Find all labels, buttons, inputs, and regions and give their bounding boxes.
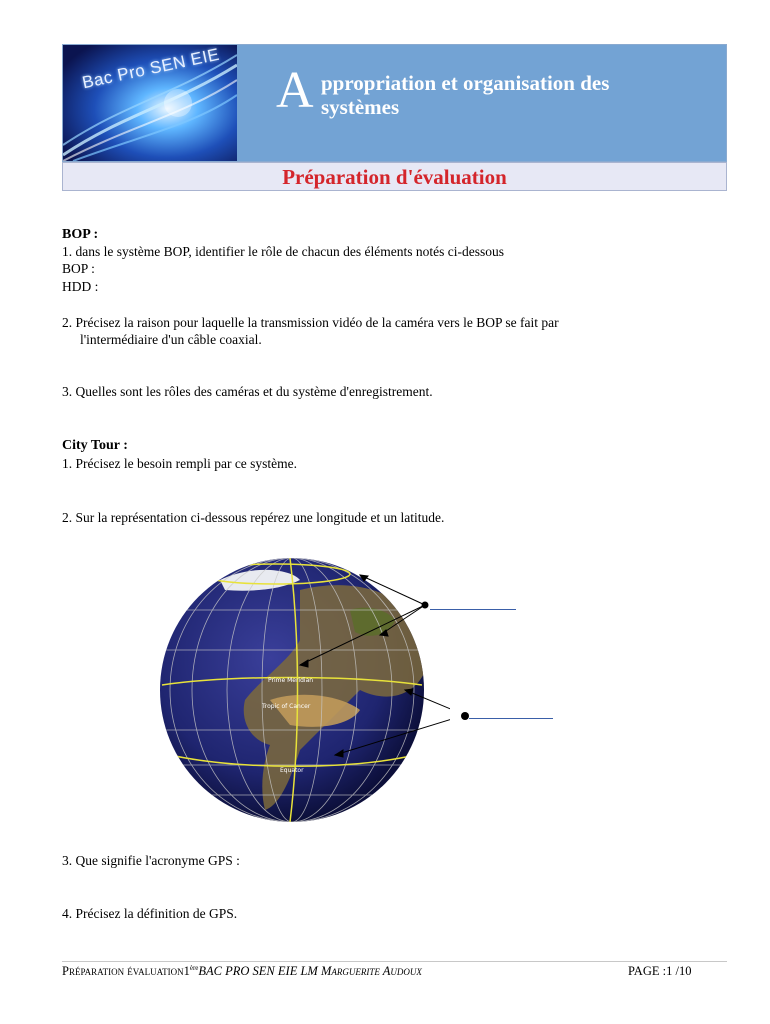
- logo-text: Bac Pro SEN EIE: [80, 45, 222, 93]
- city-tour-question-2: 2. Sur la représentation ci-dessous repérez une longitude et un latitude.: [62, 510, 445, 525]
- footer-left: [62, 964, 422, 979]
- bop-question-1: 1. dans le système BOP, identifier le rôle de chacun des éléments notés ci-dessous: [62, 244, 505, 259]
- bop-question-2: 2. Précisez la raison pour laquelle la transmission vidéo de la caméra vers le BOP se fait par: [62, 315, 559, 330]
- globe-label-equator: Equator: [280, 767, 304, 774]
- subtitle-bar: [62, 162, 727, 191]
- bop-heading: BOP :: [62, 227, 99, 242]
- footer-sup: ère: [189, 964, 199, 972]
- footer-doc-title: Préparation évaluation1: [62, 964, 190, 979]
- hdd-label: HDD :: [62, 279, 99, 294]
- pointer-dot-1: [422, 602, 428, 608]
- subtitle: Préparation d'évaluation: [282, 165, 507, 189]
- bop-question-3: 3. Quelles sont les rôles des caméras et du système d'enregistrement.: [62, 384, 433, 399]
- globe-label-meridian: Prime Meridian: [268, 677, 314, 684]
- bac-pro-logo: [63, 45, 237, 161]
- city-tour-question-3: 3. Que signifie l'acronyme GPS :: [62, 853, 240, 868]
- page-number: PAGE :1 /10: [628, 964, 692, 978]
- title-initial: A: [276, 62, 314, 119]
- footer-school: Marguerite Audoux: [320, 964, 422, 979]
- answer-line-1[interactable]: [430, 609, 516, 610]
- city-tour-question-1: 1. Précisez le besoin rempli par ce système.: [62, 456, 298, 471]
- pointer-dot-2: [461, 712, 469, 720]
- answer-line-2[interactable]: [469, 718, 553, 719]
- bop-label: BOP :: [62, 261, 95, 276]
- city-tour-question-4: 4. Précisez la définition de GPS.: [62, 906, 238, 921]
- title-line-2: systèmes: [321, 95, 400, 119]
- globe-image: [150, 550, 450, 840]
- document-header: [62, 44, 727, 162]
- bop-question-2-cont: l'intermédiaire d'un câble coaxial.: [80, 332, 262, 347]
- globe-label-tropic: Tropic of Cancer: [262, 703, 311, 710]
- footer-divider: [62, 961, 727, 962]
- footer-class: BAC PRO SEN EIE LM: [198, 964, 318, 979]
- title-line-1: ppropriation et organisation des: [321, 71, 610, 95]
- city-tour-heading: City Tour :: [62, 438, 128, 453]
